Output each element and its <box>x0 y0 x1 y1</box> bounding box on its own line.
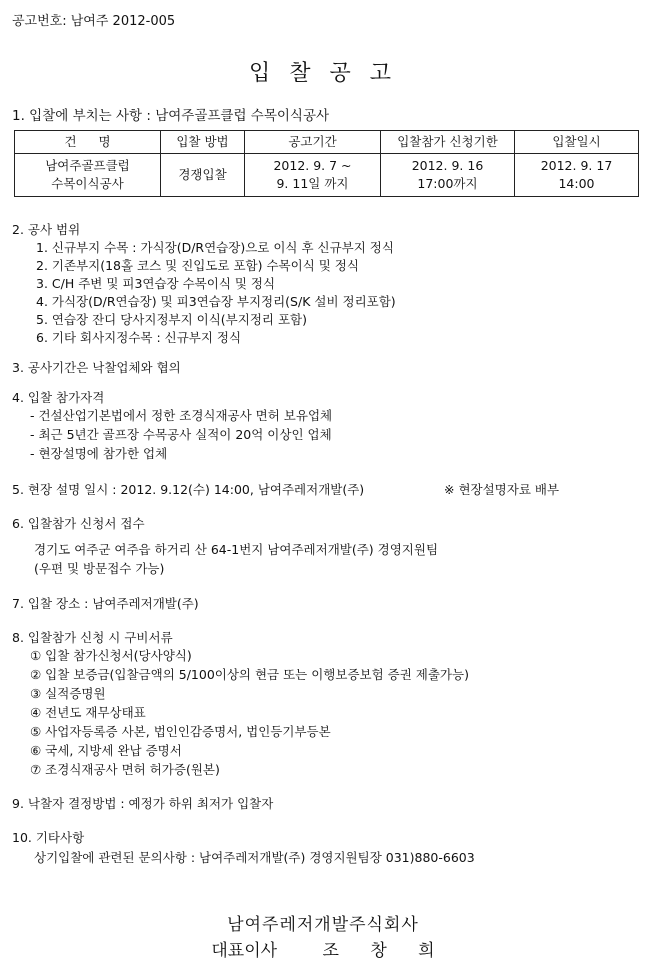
section-7-heading: 7. 입찰 장소 : 남여주레저개발(주) <box>12 596 199 611</box>
section-8-heading: 8. 입찰참가 신청 시 구비서류 <box>12 630 173 645</box>
scope-item: 3. C/H 주변 및 피3연습장 수목이식 및 정식 <box>36 276 276 291</box>
cell-period-line2: 9. 11일 까지 <box>276 176 349 191</box>
required-document: ⑦ 조경식재공사 면허 허가증(원본) <box>30 762 220 777</box>
bid-info-table <box>14 130 639 197</box>
qualification-item: - 현장설명에 참가한 업체 <box>30 446 168 461</box>
qualification-item: - 건설산업기본법에서 정한 조경식재공사 면허 보유업체 <box>30 408 333 423</box>
header-notice-period: 공고기간 <box>245 131 381 154</box>
scope-item: 4. 가식장(D/R연습장) 및 피3연습장 부지정리(S/K 설비 정리포함) <box>36 294 396 309</box>
representative-name-char: 창 <box>370 941 387 961</box>
header-application-deadline: 입찰참가 신청기한 <box>381 131 515 154</box>
section-3-heading: 3. 공사기간은 낙찰업체와 협의 <box>12 360 181 375</box>
section-2-heading: 2. 공사 범위 <box>12 222 81 237</box>
notice-number: 공고번호: 남여주 2012-005 <box>12 14 176 29</box>
required-document: ③ 실적증명원 <box>30 686 106 701</box>
section-10-heading: 10. 기타사항 <box>12 830 85 845</box>
submission-address: 경기도 여주군 여주읍 하거리 산 64-1번지 남여주레저개발(주) 경영지원팀 <box>34 542 439 557</box>
table-row <box>15 154 639 197</box>
cell-notice-period <box>245 154 381 197</box>
cell-bid-date <box>515 154 639 197</box>
representative-title: 대표이사 <box>211 941 278 961</box>
header-item-name: 건 명 <box>15 131 161 154</box>
table-header-row <box>15 131 639 154</box>
scope-item: 2. 기존부지(18홀 코스 및 진입도로 포함) 수목이식 및 정식 <box>36 258 359 273</box>
submission-method: (우편 및 방문접수 가능) <box>34 561 165 576</box>
required-document: ④ 전년도 재무상태표 <box>30 705 146 720</box>
scope-item: 5. 연습장 잔디 당사지정부지 이식(부지정리 포함) <box>36 312 307 327</box>
cell-deadline-line1: 2012. 9. 16 <box>411 158 484 173</box>
required-document: ⑥ 국세, 지방세 완납 증명서 <box>30 743 182 758</box>
cell-application-deadline <box>381 154 515 197</box>
section-6-heading: 6. 입찰참가 신청서 접수 <box>12 516 145 531</box>
scope-item: 1. 신규부지 수목 : 가식장(D/R연습장)으로 이식 후 신규부지 정식 <box>36 240 394 255</box>
representative-name-char: 희 <box>418 941 435 961</box>
company-name: 남여주레저개발주식회사 <box>227 915 419 935</box>
required-document: ① 입찰 참가신청서(당사양식) <box>30 648 192 663</box>
section-1-heading: 1. 입찰에 부치는 사항 : 남여주골프클럽 수목이식공사 <box>12 108 330 124</box>
cell-bid-date-line2: 14:00 <box>558 176 595 191</box>
required-document: ⑤ 사업자등록증 사본, 법인인감증명서, 법인등기부등본 <box>30 724 331 739</box>
representative <box>0 936 646 961</box>
scope-item: 6. 기타 회사지정수목 : 신규부지 정식 <box>36 330 242 345</box>
cell-item-name <box>15 154 161 197</box>
header-bid-method: 입찰 방법 <box>161 131 245 154</box>
section-5-note: ※ 현장설명자료 배부 <box>444 482 560 497</box>
cell-bid-date-line1: 2012. 9. 17 <box>540 158 613 173</box>
section-4-heading: 4. 입찰 참가자격 <box>12 390 105 405</box>
cell-deadline-line2: 17:00까지 <box>417 176 478 191</box>
contact-line: 상기입찰에 관련된 문의사항 : 남여주레저개발(주) 경영지원팀장 031)880-6603 <box>34 850 475 865</box>
qualification-item: - 최근 5년간 골프장 수목공사 실적이 20억 이상인 업체 <box>30 427 332 442</box>
cell-item-name-line2: 수목이식공사 <box>51 176 124 191</box>
required-document: ② 입찰 보증금(입찰금액의 5/100이상의 현금 또는 이행보증보험 증권 제출가능) <box>30 667 469 682</box>
representative-name-char: 조 <box>322 941 339 961</box>
cell-period-line1: 2012. 9. 7 ~ <box>273 158 352 173</box>
page-title: 입 찰 공 고 <box>249 61 397 86</box>
section-5-heading: 5. 현장 설명 일시 : 2012. 9.12(수) 14:00, 남여주레저개발(주) <box>12 482 365 497</box>
cell-bid-method: 경쟁입찰 <box>161 154 245 197</box>
cell-item-name-line1: 남여주골프클럽 <box>45 158 130 173</box>
section-9-heading: 9. 낙찰자 결정방법 : 예정가 하위 최저가 입찰자 <box>12 796 274 811</box>
header-bid-date: 입찰일시 <box>515 131 639 154</box>
